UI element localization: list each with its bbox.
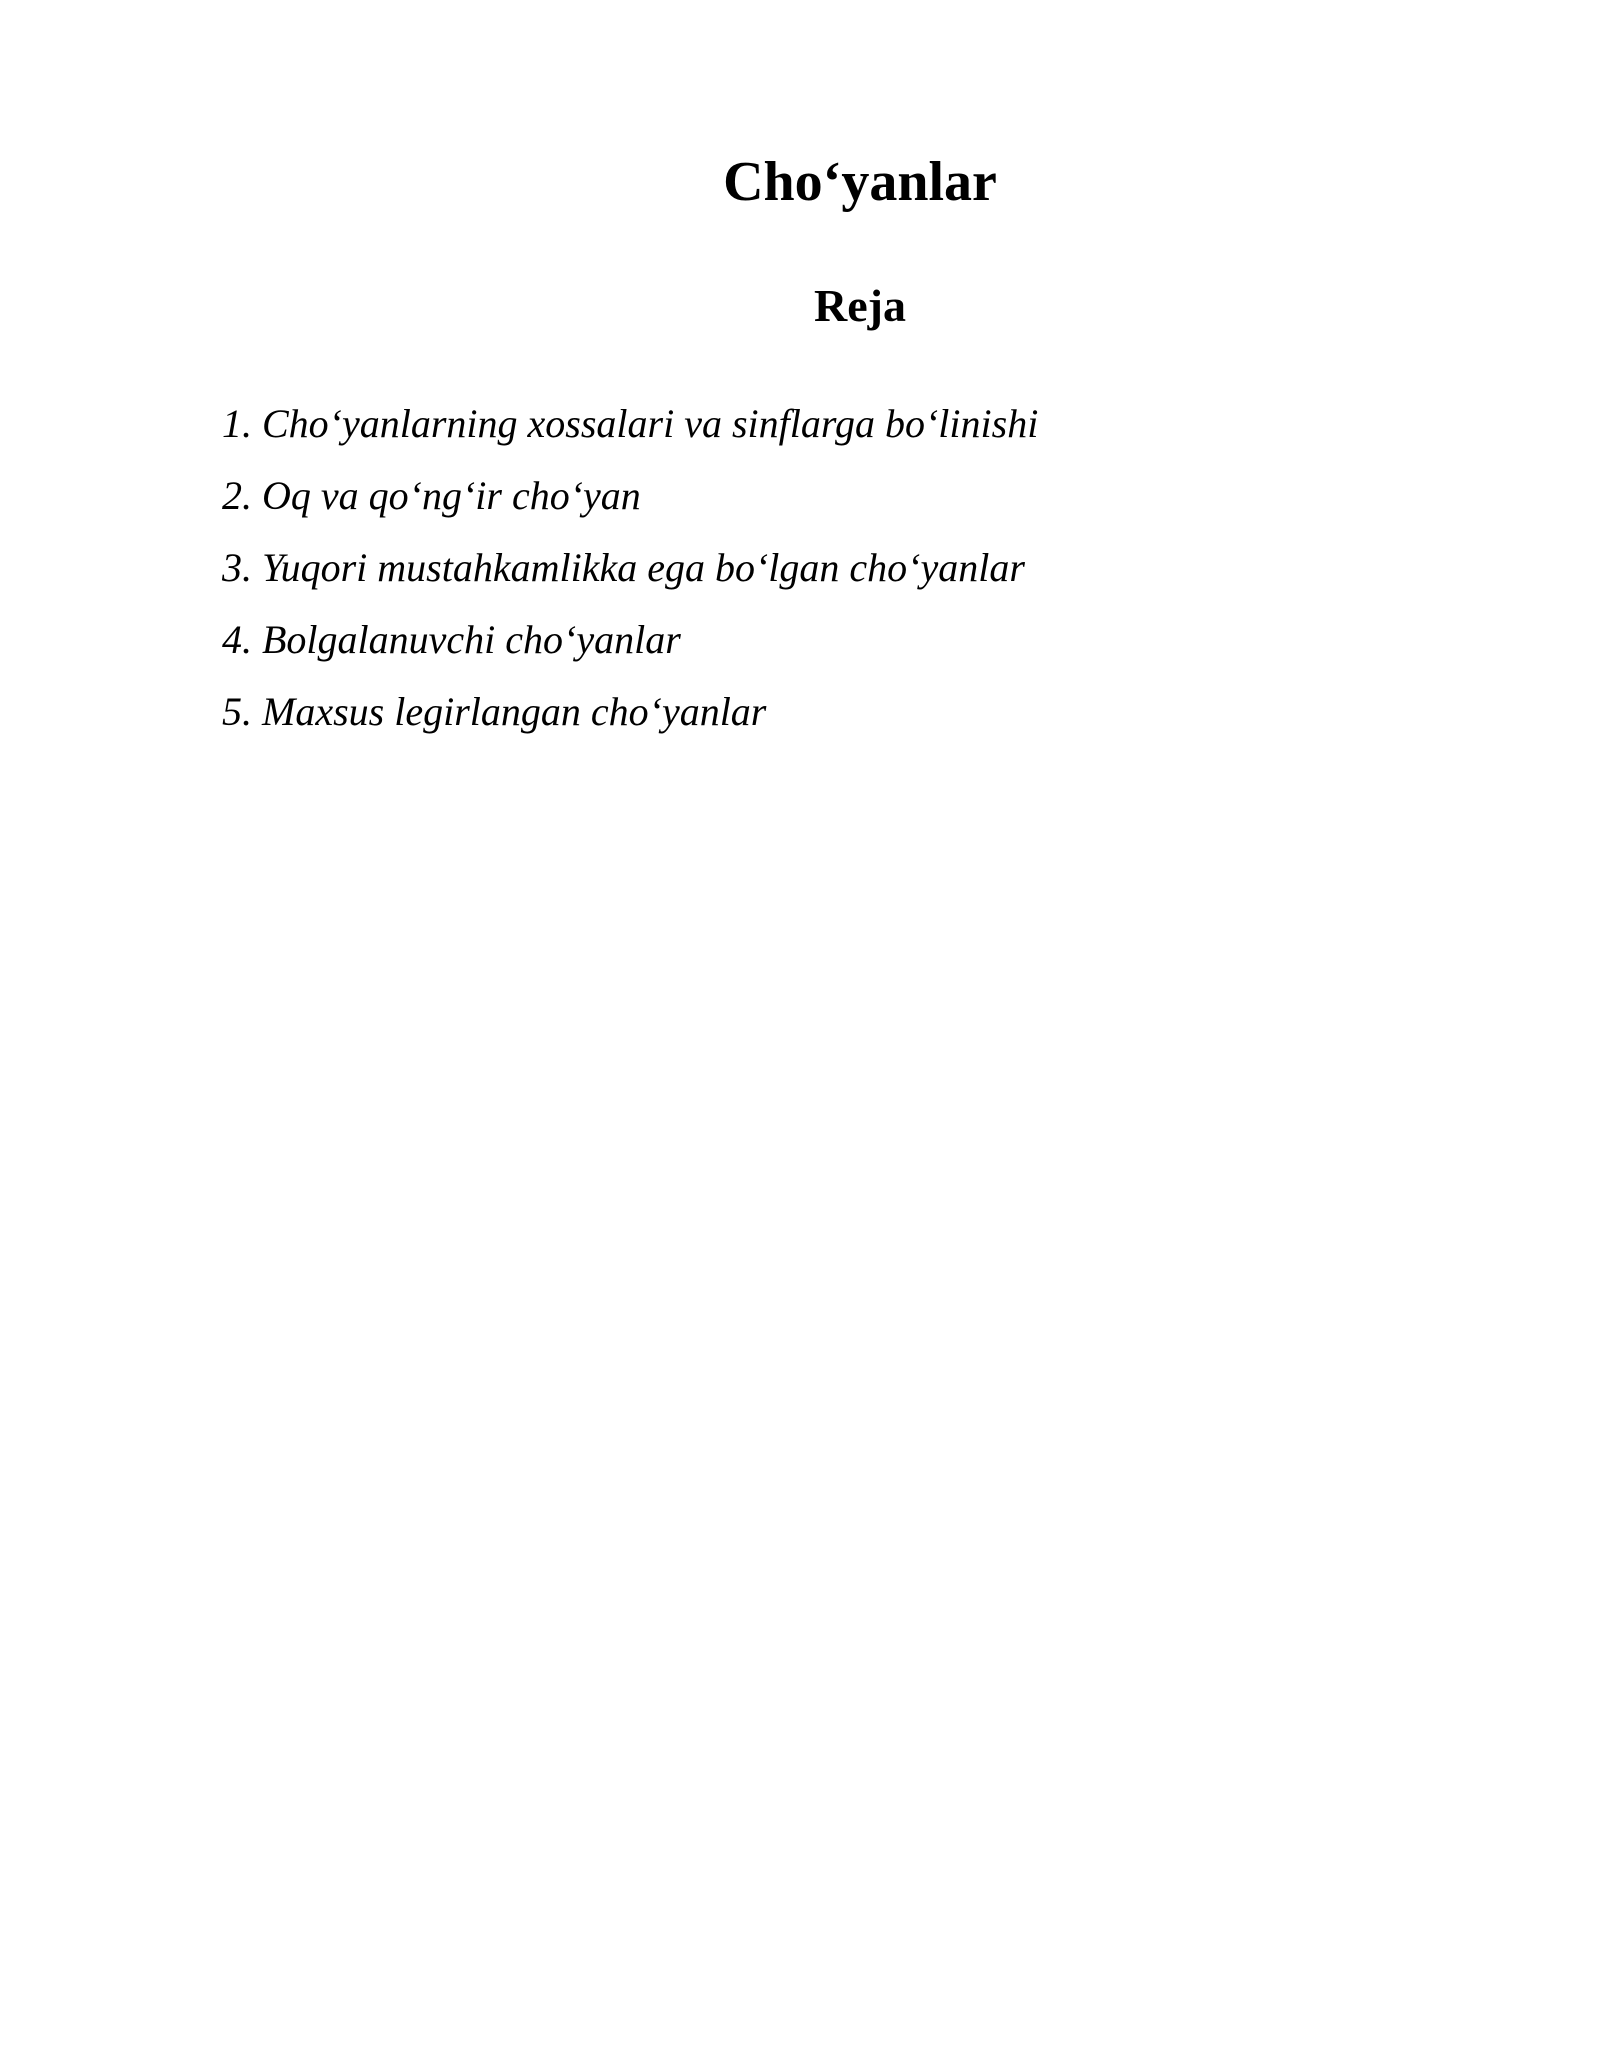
list-item: 2. Oq va qo‘ng‘ir cho‘yan <box>222 473 641 518</box>
list-item: 4. Bolgalanuvchi cho‘yanlar <box>222 617 681 662</box>
list-item: 5. Maxsus legirlangan cho‘yanlar <box>222 689 767 734</box>
plan-list <box>222 388 1038 748</box>
page-title: Cho‘yanlar <box>723 151 997 213</box>
section-subtitle: Reja <box>814 280 906 331</box>
list-item: 3. Yuqori mustahkamlikka ega bo‘lgan cho‘yanlar <box>222 545 1025 590</box>
list-item: 1. Cho‘yanlarning xossalari va sinflarga bo‘linishi <box>222 401 1039 446</box>
